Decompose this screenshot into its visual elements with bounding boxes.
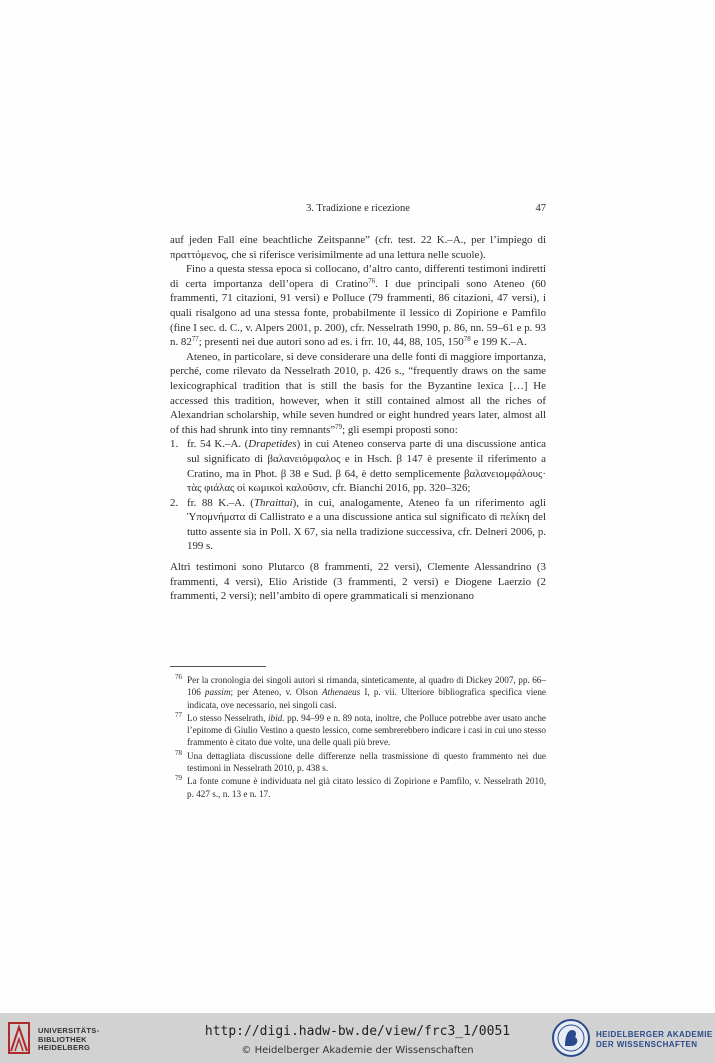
example-list	[170, 437, 546, 554]
footnote-divider	[170, 666, 266, 667]
footnote: 77 Lo stesso Nesselrath, ibid. pp. 94–99 e n. 89 nota, inoltre, che Polluce potrebbe aver usato anche l’epitome di Giulio Vestino a questo lessico, come sembrerebbero indicare i casi in cui uno stesso frammento è citato due volte, una delle quali più breve.	[175, 710, 546, 748]
footnote-ref[interactable]: 78	[463, 335, 471, 344]
chapter-title: 3. Tradizione e ricezione	[306, 203, 410, 214]
footnote-number: 78	[175, 748, 182, 757]
footnote-ref[interactable]: 76	[368, 276, 376, 285]
footnote-ref[interactable]: 79	[335, 422, 343, 431]
viewer-footer	[0, 1013, 715, 1063]
paragraph: Altri testimoni sono Plutarco (8 frammenti, 22 versi), Clemente Alessandrino (3 frammenti, 4 versi), Elio Aristide (3 frammenti, 2 versi) e Diogene Laerzio (2 frammenti, 2 versi); nell’ambito di opere grammaticali si menzionano	[170, 561, 546, 603]
footnote: 79 La fonte comune è individuata nel già citato lessico di Zopirione e Pamfilo, v. Nesselrath 2010, p. 427 s., n. 13 e n. 17.	[175, 774, 546, 799]
academy-name: HEIDELBERGER AKADEMIE DER WISSENSCHAFTEN	[596, 1030, 713, 1049]
academy-seal-icon[interactable]	[551, 1018, 591, 1058]
paragraph: Fino a questa stessa epoca si collocano, d’altro canto, differenti testimoni indiretti di certa importanza dell’opera di Cratino$^{76}$. I due principali sono Ateneo (60 frammenti, 71 citazioni, 91 versi) e Polluce (79 frammenti, 86 citazioni, 47 versi), i quali risalgono ad una stessa fonte, probabilmente il lessico di Zopirione e Pamfilo (fine I sec. d. C., v. Alpers 2001, p. 200), cfr. Nesselrath 1990, p. 86, nn. 59–61 e p. 93 n. 82$^{77}$; presenti nei due autori sono ad es. i frr. 10, 44, 88, 105, 150$^{78}$ e 199 K.–A.	[170, 263, 546, 349]
running-header	[170, 203, 546, 219]
footnote-number: 77	[175, 710, 182, 719]
list-number: 1.	[170, 438, 179, 451]
copyright-notice: © Heidelberger Akademie der Wissenschaften	[241, 1045, 474, 1056]
main-text	[170, 233, 546, 604]
footnote: 78 Una dettagliata discussione delle differenze nella trasmissione di questo frammento nei due testimoni in Nesselrath 2010, p. 438 s.	[175, 748, 546, 774]
paragraph: Ateneo, in particolare, si deve considerare una delle fonti di maggiore importanza, perché, come rilevato da Nesselrath 2010, p. 426 s., “frequently draws on the same lexicographical tradition that is still the basis for the Byzantine lexica […] He accessed this tradition, however, when it still contained almost all the riches of Alexandrian scholarship, while seven hundred or eight hundred years later, almost all of this had shrunk into tiny remnants”$^{79}$; gli esempi proposti sono:	[170, 350, 546, 436]
footnote-number: 76	[175, 673, 182, 681]
footnote-number: 79	[175, 774, 182, 783]
footnote: 76 Per la cronologia dei singoli autori si rimanda, sinteticamente, al quadro di Dickey 2007, pp. 66–106 passim; per Ateneo, v. Olson Athenaeus I, p. vii. Ulteriore bibliografica specifica viene indicata, ove necessario, nei singoli casi.	[175, 673, 546, 710]
permalink-url[interactable]: http://digi.hadw-bw.de/view/frc3_1/0051	[204, 1024, 511, 1039]
footnotes	[170, 674, 546, 801]
university-library-name: UNIVERSITÄTS- BIBLIOTHEK HEIDELBERG	[38, 1026, 100, 1052]
page-number: 47	[535, 203, 546, 214]
footnote-ref[interactable]: 77	[191, 335, 199, 344]
list-number: 2.	[170, 496, 179, 509]
paragraph: auf jeden Fall eine beachtliche Zeitspanne” (cfr. test. 22 K.–A., per l’impiego di πραττόμενος, che si riferisce verisimilmente ad una lettura nelle scuole).	[170, 234, 546, 261]
list-item: 1. fr. 54 K.–A. (Drapetides) in cui Ateneo conserva parte di una discussione antica sul significato di βαλανειόμφαλος e in Hsch. β 147 è presente il riferimento a Cratino, ma in Phot. β 38 e Sud. β 64, è detto semplicemente βαλανειομφάλους· τὰς φιάλας οἱ κωμικοὶ καλοῦσιν, cfr. Bianchi 2016, pp. 320–326;	[170, 438, 546, 495]
list-item: 2. fr. 88 K.–A. (Thraittai), in cui, analogamente, Ateneo fa un riferimento agli Ὑπομνήματα di Callistrato e a una discussione antica sul significato di πελίκη del tutto assente sia in Poll. X 67, sia nella tradizione successiva, cfr. Delneri 2006, p. 199 s.	[170, 496, 547, 553]
